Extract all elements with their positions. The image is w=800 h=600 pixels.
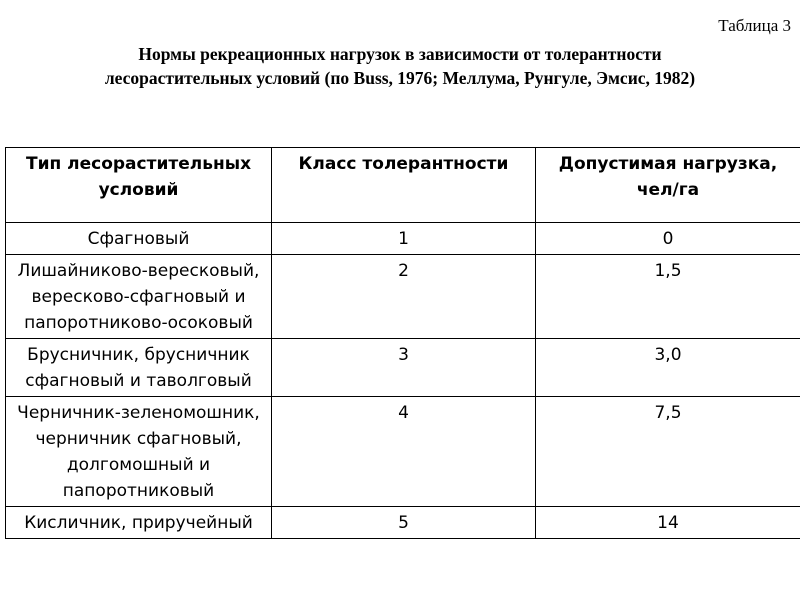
header-row — [6, 148, 800, 223]
table-caption — [0, 42, 800, 90]
table-row — [6, 223, 800, 255]
cell-allowed-load: 1,5 — [536, 255, 800, 339]
cell-allowed-load: 0 — [536, 223, 800, 255]
cell-forest-type: Сфагновый — [6, 223, 272, 255]
header-allowed-load: Допустимая нагрузка, чел/га — [536, 148, 800, 223]
cell-tolerance-class: 3 — [272, 339, 536, 397]
table-row — [6, 255, 800, 339]
recreational-load-table — [5, 147, 800, 539]
cell-allowed-load: 3,0 — [536, 339, 800, 397]
table-row — [6, 339, 800, 397]
table-row — [6, 397, 800, 507]
header-tolerance-class: Класс толерантности — [272, 148, 536, 223]
cell-tolerance-class: 4 — [272, 397, 536, 507]
cell-allowed-load: 7,5 — [536, 397, 800, 507]
cell-forest-type: Черничник-зеленомошник, черничник сфагновый, долгомошный и папоротниковый — [6, 397, 272, 507]
cell-tolerance-class: 1 — [272, 223, 536, 255]
cell-allowed-load: 14 — [536, 507, 800, 539]
cell-forest-type: Брусничник, брусничник сфагновый и таволговый — [6, 339, 272, 397]
header-forest-type: Тип лесорастительных условий — [6, 148, 272, 223]
cell-forest-type: Кисличник, приручейный — [6, 507, 272, 539]
cell-tolerance-class: 5 — [272, 507, 536, 539]
table-row — [6, 507, 800, 539]
caption-line-2: лесорастительных условий (по Buss, 1976; Меллума, Рунгуле, Эмсис, 1982) — [104, 68, 696, 88]
table-number-label: Таблица 3 — [718, 16, 791, 35]
caption-line-1: Нормы рекреационных нагрузок в зависимости от толерантности — [138, 44, 662, 64]
cell-forest-type: Лишайниково-вересковый, вересково-сфагновый и папоротниково-осоковый — [6, 255, 272, 339]
cell-tolerance-class: 2 — [272, 255, 536, 339]
